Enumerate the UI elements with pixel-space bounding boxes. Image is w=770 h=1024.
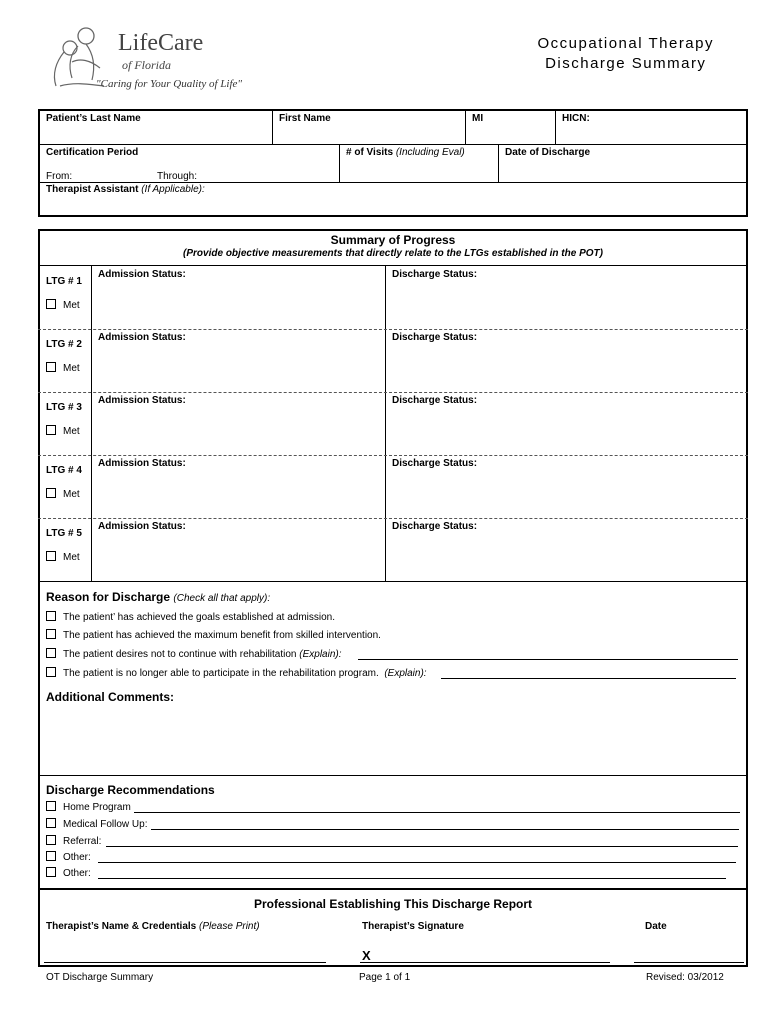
ltg-met-checkbox[interactable] [46, 551, 80, 563]
met-label: Met [63, 489, 80, 500]
ltg-met-checkbox[interactable] [46, 488, 80, 500]
ltg-met-checkbox[interactable] [46, 299, 80, 311]
additional-comments-area[interactable] [40, 706, 746, 774]
therapist-assistant-field[interactable] [46, 184, 205, 195]
therapist-name-label: Therapist’s Name & Credentials [46, 921, 197, 932]
logo-name: LifeCare [118, 30, 204, 56]
rec-label: Other: [63, 868, 91, 879]
therapist-name-line[interactable] [44, 962, 326, 963]
rec-medical-follow-up-checkbox[interactable] [46, 818, 147, 830]
checkbox-icon[interactable] [46, 299, 56, 309]
date-label: Date [645, 921, 667, 932]
checkbox-icon[interactable] [46, 362, 56, 372]
date-line[interactable] [634, 962, 744, 963]
discharge-status-field[interactable]: Discharge Status: [392, 269, 478, 280]
mi-field[interactable]: MI [472, 113, 484, 124]
from-field[interactable]: From: [46, 171, 73, 182]
rec-other-1-checkbox[interactable] [46, 851, 91, 863]
patient-info-box [38, 109, 748, 217]
rec-home-program-line[interactable] [134, 812, 740, 813]
logo-subtitle: of Florida [122, 58, 172, 72]
discharge-status-field[interactable]: Discharge Status: [392, 521, 478, 532]
checkbox-icon[interactable] [46, 835, 56, 845]
therapist-name-field[interactable] [46, 921, 260, 932]
admission-status-field[interactable]: Admission Status: [98, 458, 186, 469]
reason-4-explain-line[interactable] [441, 678, 736, 679]
assistant-note: (If Applicable): [141, 184, 205, 195]
reason-unable-participate-checkbox[interactable] [46, 667, 427, 679]
reason-option-1: The patient’ has achieved the goals established at admission. [63, 612, 336, 623]
rec-label: Referral: [63, 836, 102, 847]
signature-x-mark: X [362, 948, 371, 963]
reason-option-3: The patient desires not to continue with rehabilitation [63, 649, 297, 660]
rec-referral-checkbox[interactable] [46, 835, 101, 847]
reason-option-2: The patient has achieved the maximum benefit from skilled intervention. [63, 630, 381, 641]
rec-label: Home Program [63, 802, 131, 813]
explain-label: (Explain): [299, 649, 342, 660]
footer-form-name: OT Discharge Summary [46, 972, 154, 983]
reason-for-discharge-heading [46, 590, 270, 604]
last-name-field[interactable]: Patient’s Last Name [46, 113, 141, 124]
ltg-label: LTG # 2 [46, 339, 82, 350]
reason-note: (Check all that apply): [173, 593, 271, 604]
ltg-met-checkbox[interactable] [46, 425, 80, 437]
visits-label: # of Visits [346, 147, 394, 158]
footer-revised-date: Revised: 03/2012 [646, 972, 724, 983]
reason-max-benefit-checkbox[interactable] [46, 629, 381, 641]
admission-status-field[interactable]: Admission Status: [98, 521, 186, 532]
explain-label: (Explain): [384, 668, 427, 679]
checkbox-icon[interactable] [46, 611, 56, 621]
reason-goals-achieved-checkbox[interactable] [46, 611, 335, 623]
ltg-label: LTG # 1 [46, 276, 82, 287]
admission-status-field[interactable]: Admission Status: [98, 395, 186, 406]
document-title [538, 34, 714, 74]
met-label: Met [63, 552, 80, 563]
ltg-label: LTG # 4 [46, 465, 82, 476]
through-field[interactable]: Through: [157, 171, 198, 182]
rec-other-2-line[interactable] [98, 878, 726, 879]
checkbox-icon[interactable] [46, 425, 56, 435]
checkbox-icon[interactable] [46, 488, 56, 498]
rec-other-1-line[interactable] [98, 862, 736, 863]
met-label: Met [63, 300, 80, 311]
discharge-recommendations-heading: Discharge Recommendations [46, 783, 215, 797]
admission-status-field[interactable]: Admission Status: [98, 332, 186, 343]
reason-title: Reason for Discharge [46, 590, 171, 604]
visits-field[interactable] [346, 147, 465, 158]
reason-3-explain-line[interactable] [358, 659, 738, 660]
rec-label: Other: [63, 852, 91, 863]
additional-comments-heading: Additional Comments: [46, 690, 174, 704]
checkbox-icon[interactable] [46, 818, 56, 828]
checkbox-icon[interactable] [46, 667, 56, 677]
certification-period-label: Certification Period [46, 147, 139, 158]
reason-desires-not-continue-checkbox[interactable] [46, 648, 342, 660]
title-line-2: Discharge Summary [545, 55, 707, 72]
first-name-field[interactable]: First Name [279, 113, 331, 124]
logo-tagline: "Caring for Your Quality of Life" [96, 78, 243, 90]
checkbox-icon[interactable] [46, 551, 56, 561]
hicn-field[interactable]: HICN: [562, 113, 590, 124]
checkbox-icon[interactable] [46, 851, 56, 861]
checkbox-icon[interactable] [46, 801, 56, 811]
summary-of-progress-title: Summary of Progress [330, 233, 456, 247]
checkbox-icon[interactable] [46, 867, 56, 877]
summary-subtitle: (Provide objective measurements that directly relate to the LTGs established in the POT) [183, 248, 603, 259]
therapist-name-note: (Please Print) [199, 921, 260, 932]
met-label: Met [63, 426, 80, 437]
rec-medical-follow-up-line[interactable] [151, 829, 739, 830]
checkbox-icon[interactable] [46, 629, 56, 639]
met-label: Met [63, 363, 80, 374]
checkbox-icon[interactable] [46, 648, 56, 658]
discharge-status-field[interactable]: Discharge Status: [392, 395, 478, 406]
lifecare-logo [44, 20, 284, 100]
footer-page-number: Page 1 of 1 [359, 972, 411, 983]
discharge-status-field[interactable]: Discharge Status: [392, 332, 478, 343]
rec-referral-line[interactable] [106, 846, 738, 847]
ltg-label: LTG # 5 [46, 528, 82, 539]
discharge-date-field[interactable]: Date of Discharge [505, 147, 591, 158]
signature-line[interactable] [360, 962, 610, 963]
rec-other-2-checkbox[interactable] [46, 867, 91, 879]
ltg-met-checkbox[interactable] [46, 362, 80, 374]
rec-label: Medical Follow Up: [63, 819, 148, 830]
admission-status-field[interactable]: Admission Status: [98, 269, 186, 280]
rec-home-program-checkbox[interactable] [46, 801, 131, 813]
visits-note: (Including Eval) [395, 147, 465, 158]
ltg-label: LTG # 3 [46, 402, 82, 413]
professional-title: Professional Establishing This Discharge Report [253, 897, 533, 911]
therapist-signature-label: Therapist’s Signature [362, 921, 464, 932]
discharge-status-field[interactable]: Discharge Status: [392, 458, 478, 469]
title-line-1: Occupational Therapy [537, 35, 714, 52]
reason-option-4: The patient is no longer able to participate in the rehabilitation program. [63, 668, 379, 679]
assistant-label: Therapist Assistant [46, 184, 139, 195]
